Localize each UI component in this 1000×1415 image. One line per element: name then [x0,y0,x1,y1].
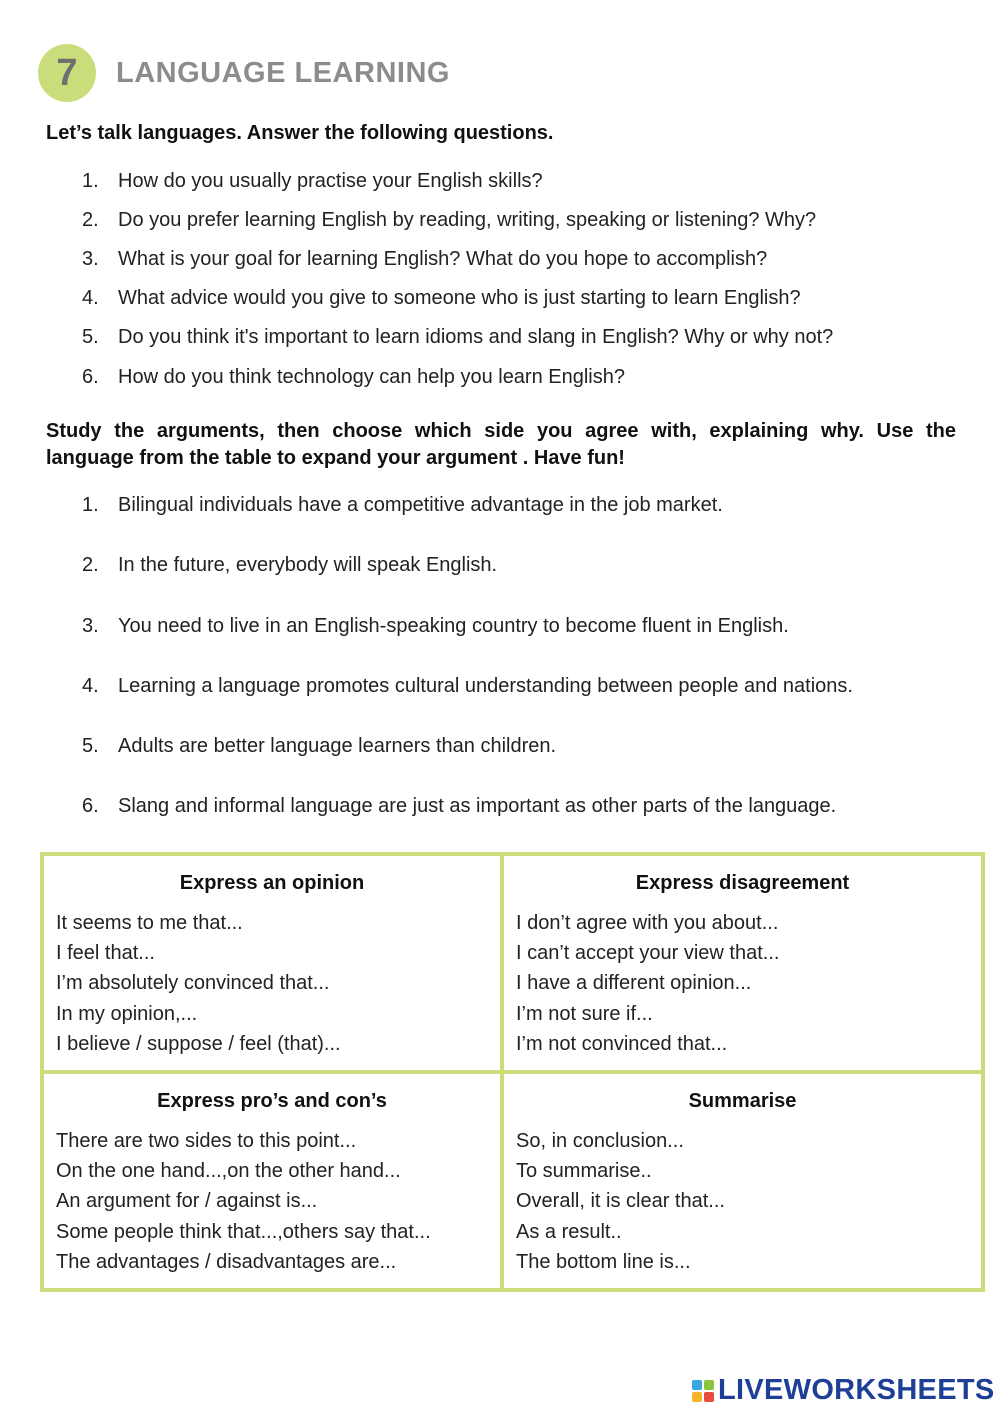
question-text: How do you usually practise your English skills? [118,170,543,192]
cell-title: Express pro’s and con’s [157,1090,387,1112]
section2-instruction: Study the arguments, then choose which side you agree with, explaining why. Use the language from the table to expand your argument . Have fun! [46,420,956,469]
argument-item: 4. Learning a language promotes cultural understanding between people and nations. [82,675,853,697]
phrase-line: I’m not sure if... [516,1002,653,1025]
argument-text: In the future, everybody will speak English. [118,554,498,576]
liveworksheets-logo-icon [692,1380,714,1402]
argument-item: 1. Bilingual individuals have a competitive advantage in the job market. [82,494,723,516]
phrase-line: Overall, it is clear that... [516,1190,725,1213]
unit-header [38,44,450,102]
argument-item: 2. In the future, everybody will speak English. [82,554,498,576]
cell-title: Express an opinion [179,872,365,894]
phrase-line: Some people think that...,others say that... [56,1220,431,1243]
phrase-line: I’m not convinced that... [516,1032,728,1055]
section1-instruction: Let’s talk languages. Answer the following questions. [46,122,554,144]
phrase-line: I don’t agree with you about... [516,912,779,934]
phrase-line: I can’t accept your view that... [516,942,780,965]
argument-text: Slang and informal language are just as important as other parts of the language. [118,795,837,817]
unit-number-badge: 7 [38,44,96,102]
phrase-line: The advantages / disadvantages are... [56,1250,397,1273]
table-cell-opinion [44,856,504,1074]
question-item: 2. Do you prefer learning English by reading, writing, speaking or listening? Why? [82,209,817,231]
argument-item: 6. Slang and informal language are just as important as other parts of the language. [82,795,837,817]
phrase-line: I believe / suppose / feel (that)... [56,1032,341,1055]
question-text: Do you prefer learning English by reading, writing, speaking or listening? Why? [118,209,817,231]
phrase-table [40,852,985,1292]
cell-title: Summarise [688,1090,797,1112]
logo-text: LIVEWORKSHEETS [718,1374,995,1406]
phrase-line: There are two sides to this point... [56,1130,357,1152]
phrase-line: So, in conclusion... [516,1130,684,1152]
question-item: 6. How do you think technology can help you learn English? [82,366,625,388]
table-cell-disagreement [504,856,981,1074]
argument-text: Adults are better language learners than children. [118,735,557,757]
phrase-line: On the one hand...,on the other hand... [56,1160,401,1183]
question-item: 1. How do you usually practise your English skills? [82,170,543,192]
argument-text: You need to live in an English-speaking country to become fluent in English. [118,615,789,637]
table-cell-pros-cons [44,1074,504,1288]
argument-item: 5. Adults are better language learners than children. [82,735,557,757]
table-cell-summarise [504,1074,981,1288]
question-text: Do you think it's important to learn idioms and slang in English? Why or why not? [118,326,834,348]
question-text: What is your goal for learning English? What do you hope to accomplish? [118,248,768,270]
argument-text: Bilingual individuals have a competitive advantage in the job market. [118,494,723,516]
phrase-line: It seems to me that... [56,912,243,934]
question-text: What advice would you give to someone who is just starting to learn English? [118,287,801,309]
liveworksheets-logo[interactable] [692,1374,995,1407]
phrase-line: I’m absolutely convinced that... [56,972,330,995]
phrase-line: I feel that... [56,942,155,965]
phrase-line: I have a different opinion... [516,972,752,995]
cell-title: Express disagreement [635,872,850,894]
question-item: 3. What is your goal for learning English? What do you hope to accomplish? [82,248,768,270]
argument-item: 3. You need to live in an English-speaking country to become fluent in English. [82,615,789,637]
phrase-line: As a result.. [516,1220,622,1243]
unit-title: LANGUAGE LEARNING [116,56,450,89]
question-text: How do you think technology can help you learn English? [118,366,625,388]
phrase-line: In my opinion,... [56,1002,198,1025]
question-item: 4. What advice would you give to someone who is just starting to learn English? [82,287,801,309]
argument-text: Learning a language promotes cultural understanding between people and nations. [118,675,853,697]
question-item: 5. Do you think it's important to learn idioms and slang in English? Why or why not? [82,326,834,348]
phrase-line: The bottom line is... [516,1250,691,1273]
phrase-line: An argument for / against is... [56,1190,318,1213]
phrase-line: To summarise.. [516,1160,652,1183]
